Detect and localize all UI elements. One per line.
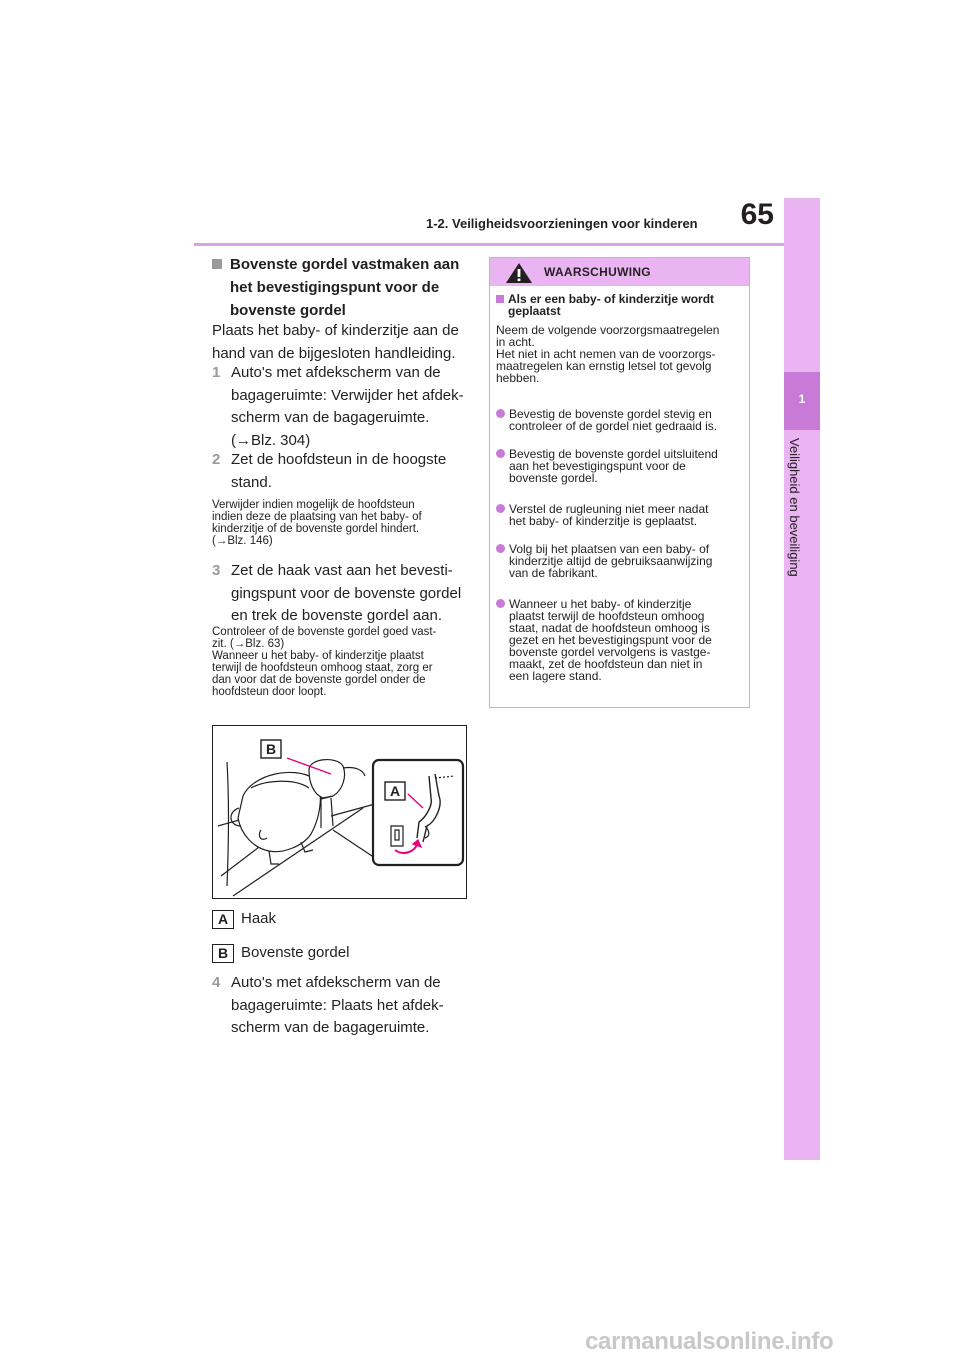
figure-label-a: A [389, 783, 401, 799]
bullet-dot-icon [496, 449, 505, 458]
warning-triangle-icon [505, 262, 533, 289]
heading-square-icon [212, 259, 222, 269]
step-line: bagageruimte: Verwijder het afdek- [231, 386, 464, 404]
step-4 [212, 972, 474, 1040]
note-line: dan voor dat de bovenste gordel onder de [212, 674, 426, 686]
header-rule [194, 243, 784, 246]
warning-subheading [496, 293, 746, 317]
step-line: Auto's met afdekscherm van de [231, 974, 441, 991]
bullet-dot-icon [496, 544, 505, 553]
heading-line: bovenste gordel [230, 302, 346, 319]
legend-key: B [212, 944, 234, 963]
legend-item-a [212, 910, 412, 932]
legend-text: Haak [241, 910, 277, 927]
note-line: Wanneer u het baby- of kinderzitje plaatst [212, 650, 424, 662]
step-number: 4 [212, 974, 221, 991]
chapter-side-tab [784, 198, 820, 1160]
bullet-line: Bevestig de bovenste gordel uitsluitend [509, 447, 718, 461]
note-line: (→Blz. 146) [212, 535, 273, 547]
warning-intro [496, 324, 746, 384]
bullet-line: controleer of de gordel niet gedraaid is. [509, 419, 718, 433]
bullet-line: bovenste gordel vervolgens is vastge- [509, 645, 711, 659]
warning-title: WAARSCHUWING [544, 265, 651, 279]
figure-label-b: B [265, 741, 277, 757]
page-header-title: 1-2. Veiligheidsvoorzieningen voor kinderen [426, 216, 698, 231]
warning-intro-line: Het niet in acht nemen van de voorzorgs- [496, 347, 716, 361]
bullet-line: plaatst terwijl de hoofdsteun omhoog [509, 609, 705, 623]
note-line: indien deze de plaatsing van het baby- of [212, 511, 422, 523]
heading-line: Bovenste gordel vastmaken aan [230, 256, 460, 273]
warning-intro-line: hebben. [496, 371, 540, 385]
warning-bullet [496, 543, 746, 579]
bullet-line: Bevestig de bovenste gordel stevig en [509, 407, 712, 421]
subheading-square-icon [496, 295, 504, 303]
warning-bullet [496, 408, 746, 432]
intro-paragraph [212, 320, 459, 365]
warning-bullet [496, 503, 746, 527]
warning-intro-line: maatregelen kan ernstig letsel tot gevolg [496, 359, 712, 373]
note-headrest [212, 499, 468, 547]
step-line: en trek de bovenste gordel aan. [231, 607, 442, 624]
step-line: Auto's met afdekscherm van de [231, 364, 441, 381]
chapter-label: Veiligheid en beveiliging [787, 438, 802, 577]
note-line: zit. (→Blz. 63) [212, 638, 285, 650]
step-3 [212, 560, 474, 628]
step-line: bagageruimte: Plaats het afdek- [231, 996, 444, 1014]
subheading-line: Als er een baby- of kinderzitje wordt [508, 292, 715, 306]
note-line: hoofdsteun door loopt. [212, 686, 327, 698]
bullet-dot-icon [496, 599, 505, 608]
bullet-line: aan het bevestigingspunt voor de [509, 459, 686, 473]
note-line: Controleer of de bovenste gordel goed vast- [212, 626, 437, 638]
legend-key: A [212, 910, 234, 929]
step-line: stand. [231, 473, 272, 491]
step-page-reference: (→Blz. 304) [231, 431, 311, 449]
warning-intro-line: Neem de volgende voorzorgsmaatregelen [496, 323, 720, 337]
step-line: scherm van de bagageruimte. [231, 409, 430, 426]
intro-line: hand van de bijgesloten handleiding. [212, 344, 456, 362]
warning-bullet [496, 598, 746, 682]
bullet-line: van de fabrikant. [509, 566, 598, 580]
bullet-line: een lagere stand. [509, 669, 602, 683]
chapter-number: 1 [798, 392, 806, 406]
intro-line: Plaats het baby- of kinderzitje aan de [212, 322, 459, 339]
heading-line: het bevestigingspunt voor de [230, 279, 440, 296]
step-number: 2 [212, 451, 221, 468]
watermark-text: carmanualsonline.info [585, 1328, 834, 1355]
bullet-line: Verstel de rugleuning niet meer nadat [509, 502, 709, 516]
note-tether [212, 626, 468, 698]
step-1 [212, 362, 474, 452]
step-line: scherm van de bagageruimte. [231, 1019, 430, 1036]
note-line: Verwijder indien mogelijk de hoofdsteun [212, 499, 415, 511]
step-number: 3 [212, 562, 221, 579]
step-2 [212, 449, 474, 494]
warning-bullet [496, 448, 746, 484]
warning-intro-line: in acht. [496, 335, 535, 349]
child-seat-tether-illustration [212, 725, 467, 899]
bullet-line: Volg bij het plaatsen van een baby- of [509, 542, 710, 556]
step-number: 1 [212, 364, 221, 381]
illustration-drawing [213, 726, 466, 898]
section-heading [212, 253, 472, 322]
bullet-line: bovenste gordel. [509, 471, 598, 485]
bullet-line: gezet en het bevestigingspunt voor de [509, 633, 712, 647]
bullet-line: maakt, zet de hoofdsteun dan niet in [509, 657, 703, 671]
bullet-line: het baby- of kinderzitje is geplaatst. [509, 514, 698, 528]
bullet-dot-icon [496, 409, 505, 418]
legend-text: Bovenste gordel [241, 944, 350, 961]
step-line: gingspunt voor de bovenste gordel [231, 584, 462, 602]
bullet-line: Wanneer u het baby- of kinderzitje [509, 597, 692, 611]
bullet-line: staat, nadat de hoofdsteun omhoog is [509, 621, 710, 635]
step-line: Zet de haak vast aan het bevesti- [231, 562, 453, 579]
bullet-line: kinderzitje altijd de gebruiksaanwijzing [509, 554, 713, 568]
legend-item-b [212, 944, 412, 966]
bullet-dot-icon [496, 504, 505, 513]
subheading-line: geplaatst [508, 304, 561, 318]
note-line: terwijl de hoofdsteun omhoog staat, zorg er [212, 662, 433, 674]
note-line: kinderzitje of de bovenste gordel hindert. [212, 523, 420, 535]
page-number: 65 [740, 198, 774, 231]
step-line: Zet de hoofdsteun in de hoogste [231, 451, 447, 468]
